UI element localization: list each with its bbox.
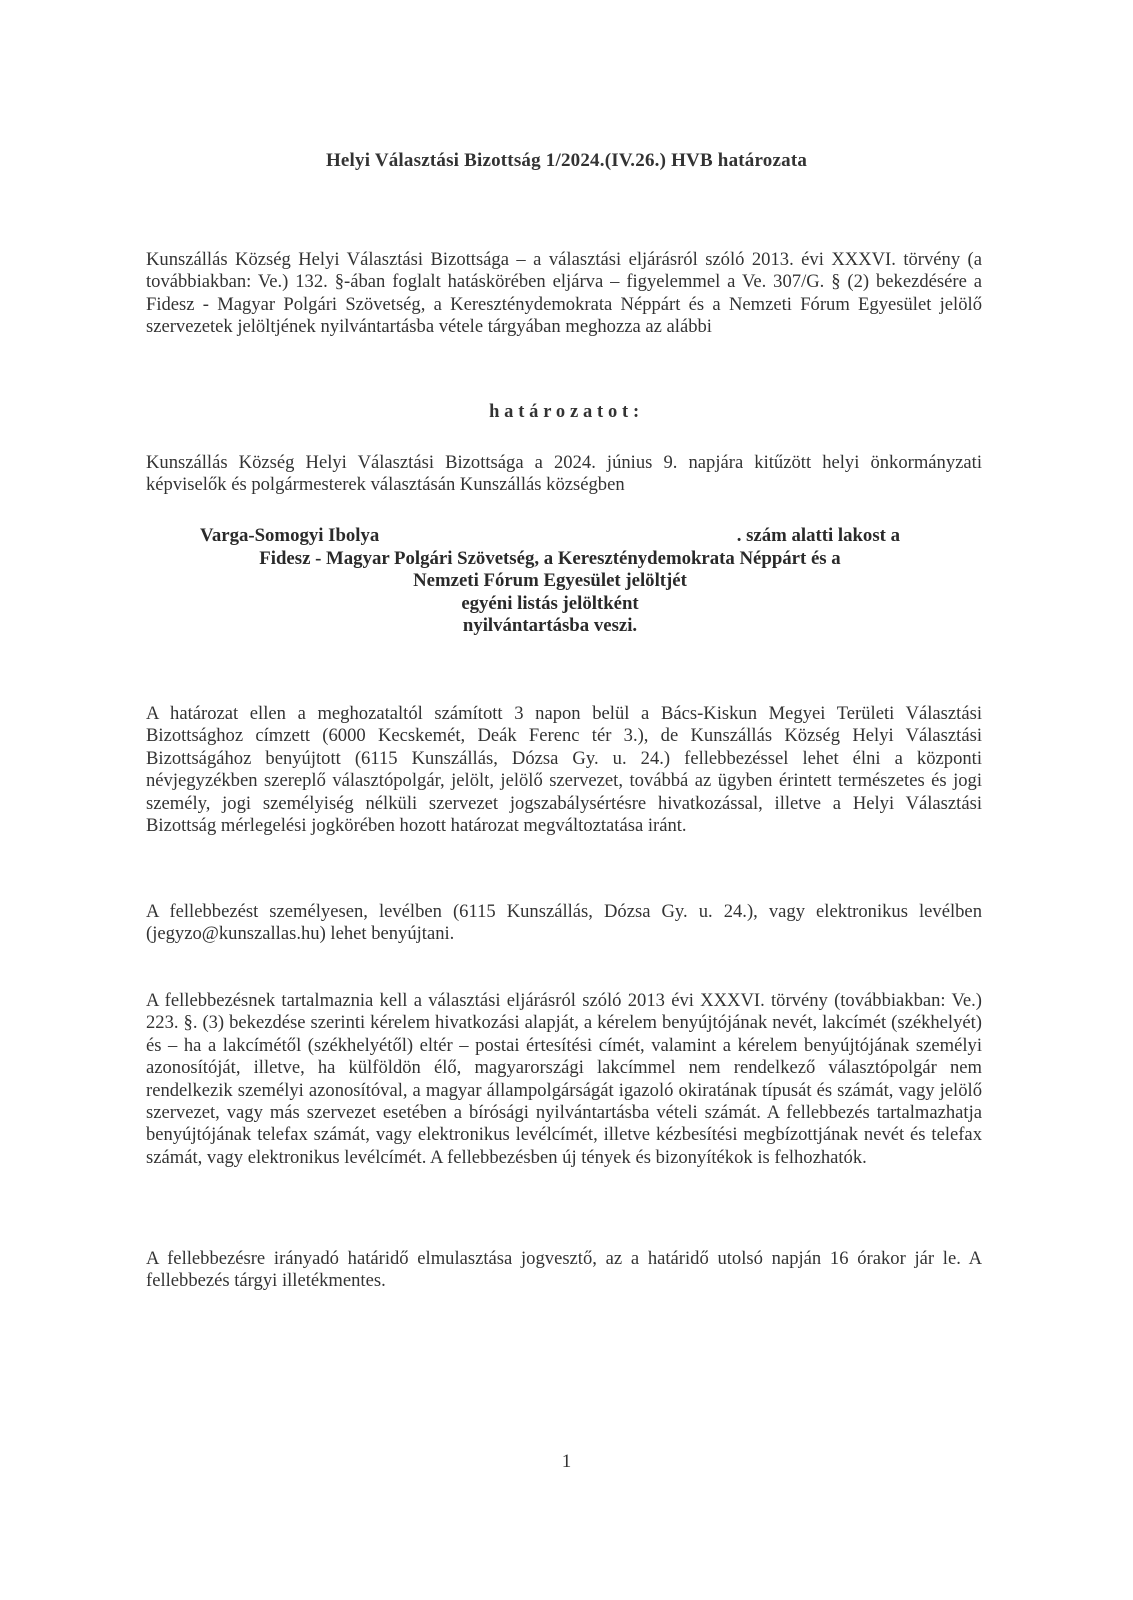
decision-line-candidate (200, 525, 900, 548)
submission-text: A fellebbezést személyesen, levélben (6115 Kunszállás, Dózsa Gy. u. 24.), vagy elektronikus levélben (jegyzo@kunszallas.hu) lehet benyújtani. (146, 901, 982, 945)
deadline-paragraph (146, 1248, 982, 1293)
decision-intro-text: Kunszállás Község Helyi Választási Bizottsága a 2024. június 9. napjára kitűzött helyi önkormányzati képviselők és polgármesterek választásán Kunszállás községben (146, 452, 982, 496)
decision-block (200, 525, 900, 638)
decision-line-organization: Nemzeti Fórum Egyesület jelöltjét (413, 570, 687, 592)
decision-line-registration: nyilvántartásba veszi. (462, 615, 638, 637)
redacted-address (413, 525, 703, 548)
deadline-text: A fellebbezésre irányadó határidő elmulasztása jogvesztő, az a határidő utolsó napján 16 órakor jár le. A fellebbezés tárgyi illetékmentes. (146, 1248, 982, 1292)
appeal-paragraph (146, 703, 982, 837)
content-requirements-paragraph (146, 990, 982, 1169)
page-number: 1 (561, 1451, 572, 1472)
content-requirements-text: A fellebbezésnek tartalmaznia kell a választási eljárásról szóló 2013 évi XXXVI. törvény (továbbiakban: Ve.) 223. §. (3) bekezdése szerinti kérelem hivatkozási alapját, a kérelem benyújtójának nevét, lakcímét (székhelyét) és – ha a lakcímétől (székhelyétől) eltér – postai értesítési címét, valamint a kérelem benyújtójának személyi azonosítóját, illetve, ha külföldön élő, magyarországi lakcímmel nem rendelkező választópolgár nem rendelkezik személyi azonosítóval, a magyar állampolgárságát igazoló okiratának típusát és számát, vagy jelölő szervezet, vagy más szervezet esetében a bírósági nyilvántartásba vételi számát. A fellebbezés tartalmazhatja benyújtójának telefax számát, vagy elektronikus levélcímét, illetve kézbesítési megbízottjának nevét és telefax számát, vagy elektronikus levélcímét. A fellebbezésben új tények és bizonyítékok is felhozhatók. (146, 990, 982, 1168)
appeal-text: A határozat ellen a meghozataltól számított 3 napon belül a Bács-Kiskun Megyei Területi Választási Bizottsághoz címzett (6000 Kecskemét, Deák Ferenc tér 3.), de Kunszállás Község Helyi Választási Bizottságához benyújtott (6115 Kunszállás, Dózsa Gy. u. 24.) fellebbezéssel lehet élni a központi névjegyzékben szereplő választópolgár, jelölt, jelölő szervezet, továbbá az ügyben érintett természetes és jogi személy, jogi személyiség nélküli szervezet jogszabálysértésre hivatkozással, illetve a Helyi Választási Bizottság mérlegelési jogkörében hozott határozat megváltoztatása iránt. (146, 703, 982, 837)
address-suffix: . szám alatti lakost a (736, 525, 900, 546)
intro-text: Kunszállás Község Helyi Választási Bizottsága – a választási eljárásról szóló 2013. évi XXXVI. törvény (a továbbiakban: Ve.) 132. §-ában foglalt hatáskörében eljárva – figyelemmel a Ve. 307/G. § (2) bekezdésére a Fidesz - Magyar Polgári Szövetség, a Kereszténydemokrata Néppárt és a Nemzeti Fórum Egyesület jelölő szervezetek jelöltjének nyilvántartásba vétele tárgyában meghozza az alábbi (146, 249, 982, 338)
decision-intro-paragraph (146, 452, 982, 497)
document-title: Helyi Választási Bizottság 1/2024.(IV.26.) HVB határozata (325, 150, 808, 171)
decision-line-parties: Fidesz - Magyar Polgári Szövetség, a Kereszténydemokrata Néppárt és a (259, 547, 841, 569)
decision-line-candidate-type: egyéni listás jelöltként (461, 592, 639, 614)
candidate-name: Varga-Somogyi Ibolya (200, 525, 380, 546)
submission-paragraph (146, 901, 982, 946)
decision-heading: határozatot: (489, 402, 644, 422)
intro-paragraph (146, 249, 982, 339)
